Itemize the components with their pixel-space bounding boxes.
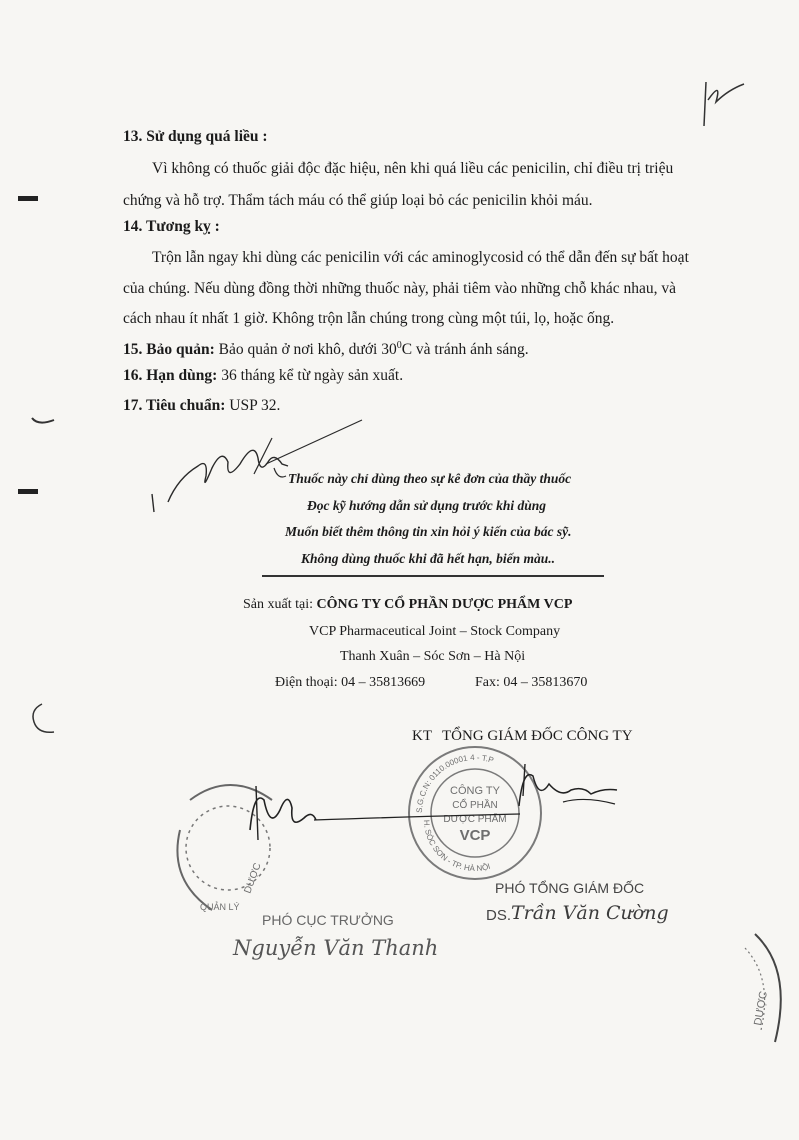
stamp-line: VCP xyxy=(459,827,491,844)
section-15-value: Bảo quản ở nơi khô, dưới 30 xyxy=(214,341,397,359)
signatory-title: TỔNG GIÁM ĐỐC CÔNG TY xyxy=(442,728,633,744)
section-17-value: USP 32. xyxy=(225,397,281,414)
bureau-position: PHÓ CỤC TRƯỞNG xyxy=(262,912,394,928)
manufacturer-label: Sản xuất tại: xyxy=(243,597,313,612)
warning-line: Thuốc này chỉ dùng theo sự kê đơn của thầy thuốc xyxy=(288,471,572,486)
bureau-stamp-text: DƯỢC xyxy=(242,861,264,896)
manufacturer-line xyxy=(243,597,572,613)
section-13-line: Vì không có thuốc giải độc đặc hiệu, nên khi quá liều các penicilin, chỉ điều trị triệu xyxy=(152,160,674,177)
edge-stamp-text: DƯỢC xyxy=(752,990,770,1027)
signatory-name: Trần Văn Cường xyxy=(511,902,669,924)
section-15 xyxy=(123,336,529,360)
bureau-name: Nguyễn Văn Thanh xyxy=(233,936,439,960)
stamp-line: CỔ PHẦN xyxy=(452,800,498,811)
stamp-bottom: H. SÓC SƠN - TP. HÀ NỘI xyxy=(421,819,492,874)
punch-hole xyxy=(28,700,58,740)
manufacturer-english-name: VCP Pharmaceutical Joint – Stock Company xyxy=(309,624,561,639)
section-14-line: của chúng. Nếu dùng đồng thời những thuốc này, phải tiêm vào những chỗ khác nhau, và xyxy=(123,280,677,297)
warning-line: Muốn biết thêm thông tin xin hỏi ý kiến của bác sỹ. xyxy=(285,524,572,539)
warning-line: Không dùng thuốc khi đã hết hạn, biến màu.. xyxy=(301,551,555,566)
manufacturer-name: CÔNG TY CỔ PHẦN DƯỢC PHẨM VCP xyxy=(313,597,573,612)
scan-mark xyxy=(18,196,38,201)
scan-mark xyxy=(18,489,38,494)
divider xyxy=(262,575,604,577)
warning-line: Đọc kỹ hướng dẫn sử dụng trước khi dùng xyxy=(307,498,547,513)
section-14-title: 14. Tương kỵ : xyxy=(123,218,220,235)
bureau-stamp-bottom: QUẢN LÝ xyxy=(200,902,240,912)
bureau-signature xyxy=(230,780,530,850)
scan-mark xyxy=(28,400,58,430)
section-17 xyxy=(123,396,280,416)
stamp-line: CÔNG TY xyxy=(450,785,500,797)
manufacturer-fax: Fax: 04 – 35813670 xyxy=(475,675,588,690)
stamp-line: DƯỢC PHẨM xyxy=(443,814,507,825)
section-15-value-end: C và tránh ánh sáng. xyxy=(401,341,529,359)
section-16 xyxy=(123,366,403,386)
stamp-registration: S.G.C.N: 0110.00001 4 - T.P xyxy=(414,752,495,814)
section-14-line: cách nhau ít nhất 1 giờ. Không trộn lẫn chúng trong cùng một túi, lọ, hoặc ống. xyxy=(123,310,615,327)
initials-mark xyxy=(698,76,758,132)
edge-stamp xyxy=(715,930,799,1060)
signatory-kt: KT xyxy=(412,728,432,744)
section-13-line: chứng và hỗ trợ. Thẩm tách máu có thể giúp loại bỏ các penicilin khỏi máu. xyxy=(123,192,593,209)
manufacturer-phone: Điện thoại: 04 – 35813669 xyxy=(275,675,426,690)
section-13-title: 13. Sử dụng quá liều : xyxy=(123,128,268,145)
section-14-line: Trộn lẫn ngay khi dùng các penicilin với các aminoglycosid có thể dẫn đến sự bất hoạt xyxy=(152,249,689,266)
section-16-label: 16. Hạn dùng: xyxy=(123,367,218,384)
section-17-label: 17. Tiêu chuẩn: xyxy=(123,397,226,414)
section-16-value: 36 tháng kể từ ngày sản xuất. xyxy=(217,367,404,384)
section-15-label: 15. Bảo quản: xyxy=(123,341,215,359)
manufacturer-address: Thanh Xuân – Sóc Sơn – Hà Nội xyxy=(340,649,526,664)
signatory-name-prefix: DS. xyxy=(486,907,512,924)
signatory-position: PHÓ TỔNG GIÁM ĐỐC xyxy=(495,880,645,896)
section-15-superscript: 0 xyxy=(396,340,402,351)
